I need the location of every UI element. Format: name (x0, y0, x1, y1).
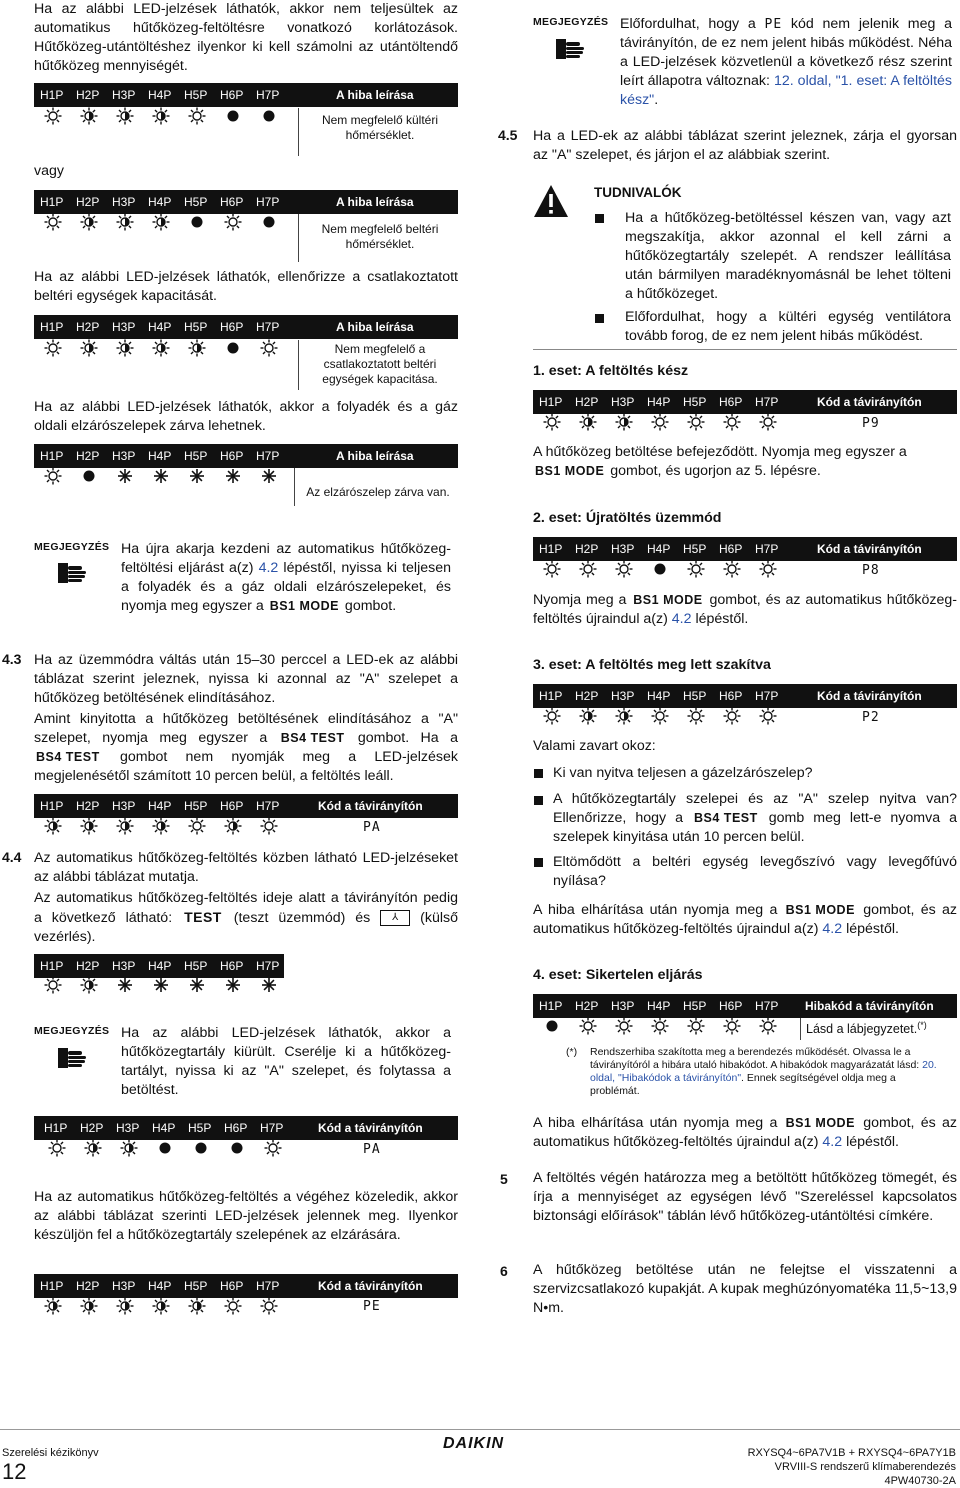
led-off-icon (263, 1138, 283, 1158)
led-blinking-icon (151, 338, 171, 358)
led-flashing-icon (115, 975, 135, 995)
remote-code: P8 (862, 563, 880, 578)
led-blinking-icon (151, 816, 171, 836)
note-text: Ha az alábbi LED-jelzések láthatók, akkor a hűtőközegtartály kiürült. Cserélje ki a hűtőközeg-tartályt, nyissa ki az "A" szelepet, és folytassa a betöltést. (121, 1025, 451, 1098)
led-blinking-icon (43, 816, 63, 836)
model-info: RXYSQ4~6PA7V1B + RXYSQ4~6PA7Y1B VRVIII-S rendszerű klímaberendezés 4PW40730-2A (747, 1447, 956, 1487)
led-off-icon (686, 559, 706, 579)
led-off-icon (722, 559, 742, 579)
error-description: Nem megfelelő beltéri hőmérséklet. (321, 222, 439, 251)
led-flashing-icon (223, 466, 243, 486)
notice-text: Előfordulhat, hogy a kültéri egység ventilátora tovább forog, de ez nem jelent hibás működést. (625, 309, 951, 344)
led-flashing-icon (223, 975, 243, 995)
led-off-icon (43, 106, 63, 126)
led-flashing-icon (187, 975, 207, 995)
led-blinking-icon (151, 106, 171, 126)
remote-code: P9 (862, 416, 880, 431)
led-table-header: H1P H2P H3P H4P H5P H6P H7P Kód a távirányítón (34, 1274, 458, 1298)
led-off-icon (722, 1016, 742, 1036)
bullet (534, 796, 543, 805)
note-label: MEGJEGYZÉS (34, 1025, 110, 1037)
section-number: 4.5 (498, 127, 518, 143)
led-on-icon (227, 1138, 247, 1158)
led-flashing-icon (151, 466, 171, 486)
section-number: 4.3 (2, 651, 22, 667)
led-off-icon (722, 706, 742, 726)
led-off-icon (758, 1016, 778, 1036)
led-off-icon (43, 212, 63, 232)
warning-icon (533, 184, 569, 218)
led-off-icon (43, 338, 63, 358)
led-off-icon (542, 559, 562, 579)
led-off-icon (614, 559, 634, 579)
led-off-icon (686, 412, 706, 432)
remote-code: PE (363, 1299, 381, 1314)
case-text: A hiba elhárítása után nyomja meg a BS1 MODE gombot, és az automatikus hűtőközeg-feltöltés újraindul a(z) 4.2 lépéstől. (533, 902, 957, 937)
section-text: A feltöltés végén határozza meg a betöltött hűtőközeg tömegét, és írja a mennyiséget az egységen lévő "Szereléssel kapcsolatos biztonsági előírások" táblán lévő hűtőközeg-utántöltési címkére. (533, 1170, 957, 1224)
led-off-icon (223, 1296, 243, 1316)
case-text: A hiba elhárítása után nyomja meg a BS1 MODE gombot, és az automatikus hűtőközeg-feltöltés újraindul a(z) 4.2 lépéstől. (533, 1115, 957, 1150)
led-on-icon (187, 212, 207, 232)
section-text: Ha az üzemmódra váltás után 15–30 perccel a LED-ek az alábbi táblázat szerint jeleznek, nyissa ki azonnal az "A" szelepet a hűtőközeg betöltésének elindításához. (34, 652, 458, 706)
led-table-header: H1P H2P H3P H4P H5P H6P H7P A hiba leírása (34, 190, 458, 214)
bs1-mode-button-label: BS1 MODE (269, 599, 339, 613)
led-flashing-icon (187, 466, 207, 486)
led-blinking-icon (151, 212, 171, 232)
led-off-icon (578, 559, 598, 579)
error-description: Nem megfelelő a csatlakoztatott beltéri egységek kapacitása. (322, 342, 438, 386)
footnote-text: Rendszerhiba szakította meg a berendezés működését. Olvassa le a távirányítóról a hibára utaló hibakódot. A hibakódok magyarázatát lásd: 20. oldal, "Hibakódok a távirányítón". Ennek segítségével oldja meg a problémát. (590, 1046, 937, 1097)
daikin-logo: DAIKIN (443, 1435, 505, 1452)
section-text: A hűtőközeg betöltése után ne felejtse el visszatenni a szervizcsatlakozó kupakját. A kupak meghúzónyomatéka 11,5~13,9 N•m. (533, 1262, 957, 1316)
case-title: 4. eset: Sikertelen eljárás (533, 967, 703, 983)
led-blinking-icon (79, 212, 99, 232)
led-table-header: H1P H2P H3P H4P H5P H6P H7P Kód a távirányítón (533, 684, 957, 708)
led-off-icon (650, 412, 670, 432)
error-description: Nem megfelelő kültéri hőmérséklet. (321, 113, 439, 142)
led-off-icon (650, 1016, 670, 1036)
case-title: 3. eset: A feltöltés meg lett szakítva (533, 657, 771, 673)
manual-title: Szerelési kézikönyv (2, 1447, 99, 1459)
page-link[interactable]: 12. oldal, "1. eset: A feltöltés kész" (620, 73, 953, 108)
led-off-icon (578, 1016, 598, 1036)
led-off-icon (187, 106, 207, 126)
bs1-mode-button-label: BS1 MODE (785, 903, 855, 917)
led-table-header: H1P H2P H3P H4P H5P H6P H7P Kód a távirányítón (533, 390, 957, 414)
external-control-icon: ⅄ (380, 910, 410, 926)
case-bullet: Eltömődött a beltéri egység levegőszívó vagy levegőfúvó nyílása? (553, 854, 957, 889)
case-title: 1. eset: A feltöltés kész (533, 363, 689, 379)
bullet (534, 858, 543, 867)
led-blinking-icon (119, 1138, 139, 1158)
case-text: A hűtőközeg betöltése befejeződött. Nyomja meg egyszer a BS1 MODE gombot, és ugorjon az 5. lépésre. (533, 444, 907, 479)
footer-rule (0, 1429, 960, 1430)
case-title: 2. eset: Újratöltés üzemmód (533, 510, 722, 526)
bs4-test-button-label: BS4 TEST (36, 750, 100, 764)
led-blinking-icon (614, 412, 634, 432)
intro-text: Ha az alábbi LED-jelzések láthatók, akkor nem teljesültek az automatikus hűtőközeg-feltöltésre vonatkozó korlátozások. Hűtőközeg-utántöltéshez ilyenkor ki kell számolni az utántöltendő hűtőközeg mennyiségét. (34, 1, 458, 74)
led-off-icon (542, 706, 562, 726)
or-text: vagy (34, 163, 64, 179)
bs4-test-button-label: BS4 TEST (694, 811, 758, 825)
led-blinking-icon (614, 706, 634, 726)
bs4-test-button-label: BS4 TEST (280, 731, 345, 745)
bs1-mode-button-label: BS1 MODE (633, 593, 703, 607)
led-blinking-icon (79, 1296, 99, 1316)
led-table-header: H1P H2P H3P H4P H5P H6P H7P A hiba leírása (34, 315, 458, 339)
led-off-icon (43, 975, 63, 995)
led-table-header: H1P H2P H3P H4P H5P H6P H7P Kód a távirányítón (34, 794, 458, 818)
led-off-icon (187, 816, 207, 836)
led-blinking-icon (578, 412, 598, 432)
error-description: Az elzárószelep zárva van. (306, 485, 450, 499)
led-on-icon (259, 212, 279, 232)
note-text: Előfordulhat, hogy a PE kód nem jelenik meg a távirányítón, de ez nem jelent hibás működést. Néha a LED-jelzések közvetlenül a következő rész szerint leírt állapotra változnak: 12. oldal, "1. eset: A feltöltés kész". (620, 16, 953, 108)
led-on-icon (650, 559, 670, 579)
section-number: 5 (500, 1171, 508, 1187)
led-blinking-icon (115, 338, 135, 358)
led-on-icon (223, 338, 243, 358)
led-flashing-icon (259, 975, 279, 995)
led-on-icon (542, 1016, 562, 1036)
led-off-icon (758, 559, 778, 579)
case-text: Valami zavart okoz: (533, 738, 656, 754)
footnote-mark: (*) (566, 1046, 578, 1058)
led-flashing-icon (151, 975, 171, 995)
led-flashing-icon (115, 466, 135, 486)
case-bullet: Ki van nyitva teljesen a gázelzárószelep? (553, 765, 813, 781)
led-blinking-icon (187, 1296, 207, 1316)
led-on-icon (259, 106, 279, 126)
case-bullet: A hűtőközegtartály szelepei és az "A" szelep nyitva van? Ellenőrizze, hogy a BS4 TEST gomb meg lett-e nyomva a szelepek kinyitása után 10 percen belül. (553, 791, 957, 845)
step-link[interactable]: 4.2 (822, 921, 843, 937)
led-off-icon (614, 1016, 634, 1036)
section-text: Amint kinyitotta a hűtőközeg betöltésének elindításához a "A" szelepet, nyomja meg egyszer a BS4 TEST gombot. Ha a BS4 TEST gombot nem nyomják meg a LED-jelzések megjelenésétől számított 10 percen belül, a feltöltés leáll. (34, 711, 458, 784)
remote-code: PA (363, 820, 381, 835)
capacity-text: Ha az alábbi LED-jelzések láthatók, ellenőrizze a csatlakoztatott beltéri egységek kapacitását. (34, 269, 458, 304)
case-text: Nyomja meg a BS1 MODE gombot, és az automatikus hűtőközeg-feltöltés újraindul a(z) 4.2 lépéstől. (533, 592, 957, 627)
led-table-header: H1P H2P H3P H4P H5P H6P H7P A hiba leírása (34, 444, 458, 468)
section-text: Az automatikus hűtőközeg-feltöltés ideje alatt a távirányítón pedig a következő látható: TEST (teszt üzemmód) és ⅄ (külső vezérlés). (34, 890, 458, 945)
led-off-icon (542, 412, 562, 432)
led-blinking-icon (79, 338, 99, 358)
led-off-icon (259, 1296, 279, 1316)
led-on-icon (223, 106, 243, 126)
bullet (595, 214, 604, 223)
step-link[interactable]: 4.2 (258, 560, 279, 576)
led-off-icon (43, 466, 63, 486)
note-hand-icon (56, 557, 90, 587)
led-off-icon (650, 706, 670, 726)
led-blinking-icon (223, 816, 243, 836)
led-off-icon (758, 412, 778, 432)
led-blinking-icon (151, 1296, 171, 1316)
step-link[interactable]: 4.2 (671, 611, 692, 627)
end-text: Ha az automatikus hűtőközeg-feltöltés a végéhez közeledik, akkor az alábbi táblázat szerinti LED-jelzések jelennek meg. Ilyenkor készüljön fel a hűtőközegtartály szelepének az elzárására. (34, 1189, 458, 1243)
led-off-icon (259, 338, 279, 358)
led-blinking-icon (43, 1296, 63, 1316)
page-link[interactable]: 20. oldal, "Hibakódok a távirányítón" (590, 1059, 937, 1084)
led-blinking-icon (79, 816, 99, 836)
led-off-icon (758, 706, 778, 726)
led-on-icon (155, 1138, 175, 1158)
page-number: 12 (2, 1459, 27, 1484)
led-off-icon (47, 1138, 67, 1158)
notice-text: Ha a hűtőközeg-betöltéssel készen van, vagy azt megszakítja, akkor azonnal el kell zárni a hűtőközegtartály szelepét. A rendszer leállítása után bármilyen maradéknyomásnál be lehet tölteni a hűtőközeget. (625, 210, 951, 302)
led-blinking-icon (187, 338, 207, 358)
led-off-icon (686, 706, 706, 726)
led-on-icon (191, 1138, 211, 1158)
led-blinking-icon (115, 816, 135, 836)
remote-code: Lásd a lábjegyzetet.(*) (806, 1020, 927, 1037)
section-text: Ha a LED-ek az alábbi táblázat szerint jeleznek, zárja el gyorsan az "A" szelepet, és járjon el az alábbiak szerint. (533, 128, 957, 163)
led-table-header: H1P H2P H3P H4P H5P H6P H7P Hibakód a távirányítón (533, 994, 957, 1018)
remote-code: PA (363, 1142, 381, 1157)
led-off-icon (722, 412, 742, 432)
led-off-icon (259, 816, 279, 836)
led-table-header: H1P H2P H3P H4P H5P H6P H7P Kód a távirányítón (34, 1116, 458, 1140)
section-text: Az automatikus hűtőközeg-feltöltés közben látható LED-jelzéseket az alábbi táblázat mutatja. (34, 850, 458, 885)
test-label: TEST (184, 909, 222, 925)
bs1-mode-button-label: BS1 MODE (785, 1116, 855, 1130)
step-link[interactable]: 4.2 (822, 1134, 843, 1150)
led-flashing-icon (259, 466, 279, 486)
section-number: 6 (500, 1263, 508, 1279)
led-table-header: H1P H2P H3P H4P H5P H6P H7P Kód a távirányítón (533, 537, 957, 561)
section-number: 4.4 (2, 849, 22, 865)
note-label: MEGJEGYZÉS (34, 541, 110, 553)
led-blinking-icon (115, 212, 135, 232)
led-blinking-icon (79, 106, 99, 126)
led-blinking-icon (578, 706, 598, 726)
remote-code: P2 (862, 710, 880, 725)
bullet (595, 314, 604, 323)
led-off-icon (686, 1016, 706, 1036)
valves-text: Ha az alábbi LED-jelzések láthatók, akkor a folyadék és a gáz oldali elzárószelepek zárva lehetnek. (34, 399, 458, 434)
note-label: MEGJEGYZÉS (533, 16, 609, 28)
led-blinking-icon (83, 1138, 103, 1158)
note-text: Ha újra akarja kezdeni az automatikus hűtőközeg-feltöltési eljárást a(z) 4.2 lépéstől, nyissa ki teljesen a folyadék és a gáz oldali elzárószelepeket, és nyomja meg egyszer a BS1 MODE gombot. (121, 541, 451, 614)
led-on-icon (79, 466, 99, 486)
led-off-icon (223, 212, 243, 232)
led-table-header: H1P H2P H3P H4P H5P H6P H7P (34, 954, 284, 978)
note-hand-icon (56, 1042, 90, 1072)
led-blinking-icon (79, 975, 99, 995)
bullet (534, 769, 543, 778)
led-blinking-icon (115, 1296, 135, 1316)
notice-title: TUDNIVALÓK (594, 185, 682, 200)
bs1-mode-button-label: BS1 MODE (535, 464, 605, 478)
led-table-header: H1P H2P H3P H4P H5P H6P H7P A hiba leírása (34, 83, 458, 107)
led-blinking-icon (115, 106, 135, 126)
note-hand-icon (554, 33, 588, 63)
